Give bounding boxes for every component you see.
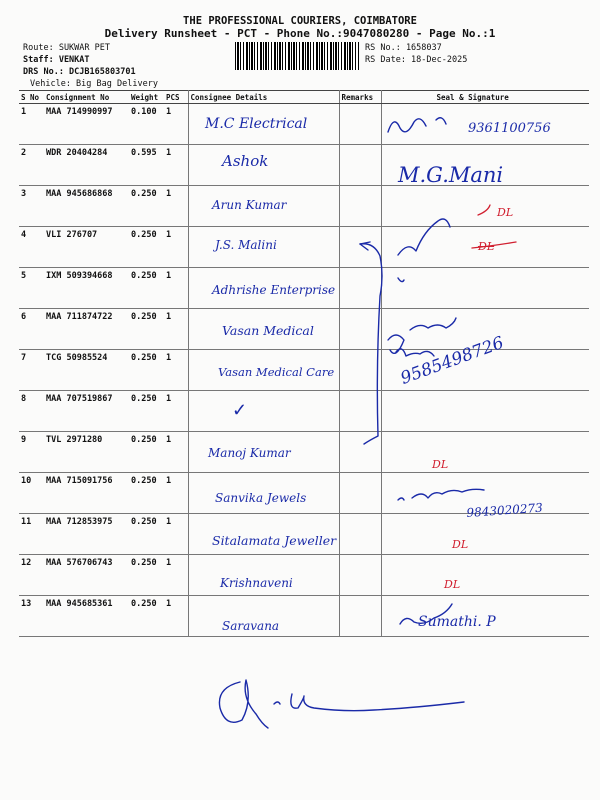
consignment-cell: MAA 711874722: [44, 309, 129, 350]
weight-cell: 0.250: [129, 268, 164, 309]
signature-scribble-1: [388, 118, 446, 132]
sno-cell: 7: [19, 350, 44, 391]
consignment-cell: MAA 715091756: [44, 473, 129, 514]
rs-date: RS Date: 18-Dec-2025: [365, 55, 468, 65]
sno-cell: 6: [19, 309, 44, 350]
bracket-arrow: [360, 242, 370, 250]
handwritten-signature: 9843020273: [466, 500, 544, 520]
pcs-cell: 1: [164, 104, 188, 145]
pcs-cell: 1: [164, 596, 188, 637]
weight-cell: 0.250: [129, 596, 164, 637]
pcs-cell: 1: [164, 350, 188, 391]
weight-cell: 0.595: [129, 145, 164, 186]
handwritten-consignee: Vasan Medical Care: [218, 365, 335, 379]
handwritten-consignee: Adhrishe Enterprise: [212, 283, 336, 297]
pcs-cell: 1: [164, 268, 188, 309]
handwritten-signature: DL: [444, 578, 461, 591]
sno-cell: 13: [19, 596, 44, 637]
consignment-cell: MAA 945686868: [44, 186, 129, 227]
col-sno: S No: [19, 91, 44, 104]
consignment-cell: TCG 50985524: [44, 350, 129, 391]
vehicle-label: Vehicle: Big Bag Delivery: [30, 79, 158, 89]
pcs-cell: 1: [164, 391, 188, 432]
pcs-cell: 1: [164, 186, 188, 227]
handwritten-consignee: J.S. Malini: [215, 238, 277, 252]
consignment-cell: TVL 2971280: [44, 432, 129, 473]
handwritten-consignee: Saravana: [222, 619, 280, 633]
staff-label: Staff: VENKAT: [23, 55, 90, 65]
handwritten-signature: Sumathi. P: [418, 614, 496, 630]
col-pcs: PCS: [164, 91, 188, 104]
sno-cell: 3: [19, 186, 44, 227]
pcs-cell: 1: [164, 432, 188, 473]
weight-cell: 0.250: [129, 186, 164, 227]
col-consignee: Consignee Details: [188, 91, 339, 104]
signature-scribble-4: [398, 219, 450, 255]
handwritten-signature: DL: [478, 240, 495, 253]
pcs-cell: 1: [164, 309, 188, 350]
consignment-cell: MAA 576706743: [44, 555, 129, 596]
bracket-mark: [360, 244, 382, 444]
handwritten-consignee: Arun Kumar: [212, 198, 287, 212]
sno-cell: 12: [19, 555, 44, 596]
consignment-cell: MAA 712853975: [44, 514, 129, 555]
consignment-cell: MAA 945685361: [44, 596, 129, 637]
col-weight: Weight: [129, 91, 164, 104]
handwritten-consignee: Sanvika Jewels: [215, 491, 307, 505]
sno-cell: 1: [19, 104, 44, 145]
consignment-cell: WDR 20404284: [44, 145, 129, 186]
col-remarks: Remarks: [339, 91, 381, 104]
pcs-cell: 1: [164, 555, 188, 596]
sno-cell: 10: [19, 473, 44, 514]
weight-cell: 0.250: [129, 350, 164, 391]
consignment-cell: MAA 707519867: [44, 391, 129, 432]
pcs-cell: 1: [164, 227, 188, 268]
handwritten-signature: 9585498726: [398, 333, 507, 389]
remark-scribble-4: [472, 242, 516, 248]
weight-cell: 0.250: [129, 432, 164, 473]
consignment-cell: MAA 714990997: [44, 104, 129, 145]
signature-scribble-5: [398, 278, 404, 282]
pcs-cell: 1: [164, 514, 188, 555]
pcs-cell: 1: [164, 473, 188, 514]
company-title: THE PROFESSIONAL COURIERS, COIMBATORE: [183, 15, 417, 27]
handwritten-consignee: Manoj Kumar: [208, 446, 291, 460]
handwritten-consignee: Sitalamata Jeweller: [212, 533, 337, 548]
pcs-cell: 1: [164, 145, 188, 186]
handwritten-consignee: Vasan Medical: [222, 323, 314, 338]
weight-cell: 0.100: [129, 104, 164, 145]
checker-signature: [219, 680, 464, 728]
runsheet-subtitle: Delivery Runsheet - PCT - Phone No.:9047080280 - Page No.:1: [104, 27, 496, 40]
signature-scribble-13: [400, 604, 452, 624]
handwritten-signature: M.G.Mani: [398, 163, 504, 187]
handwritten-signature: 9361100756: [468, 121, 551, 136]
sno-cell: 8: [19, 391, 44, 432]
signature-scribble-6: [388, 318, 456, 353]
signature-scribble-7: [396, 349, 434, 356]
weight-cell: 0.250: [129, 309, 164, 350]
col-consignment: Consignment No: [44, 91, 129, 104]
route-label: Route: SUKWAR PET: [23, 43, 110, 53]
rs-number: RS No.: 1658037: [365, 43, 442, 53]
sno-cell: 11: [19, 514, 44, 555]
weight-cell: 0.250: [129, 514, 164, 555]
handwritten-consignee: ✓: [232, 400, 248, 421]
sno-cell: 2: [19, 145, 44, 186]
handwritten-signature: DL: [497, 206, 514, 219]
handwritten-consignee: Krishnaveni: [220, 576, 293, 590]
handwritten-signature: DL: [432, 458, 449, 471]
drs-label: DRS No.: DCJB165803701: [23, 67, 136, 77]
handwritten-signature: DL: [452, 538, 469, 551]
handwritten-consignee: M.C Electrical: [205, 116, 308, 132]
signature-scribble-10: [398, 489, 484, 500]
weight-cell: 0.250: [129, 391, 164, 432]
weight-cell: 0.250: [129, 227, 164, 268]
sno-cell: 9: [19, 432, 44, 473]
col-signature: Seal & Signature: [381, 91, 589, 104]
consignment-cell: IXM 509394668: [44, 268, 129, 309]
remark-scribble-3: [478, 205, 490, 215]
weight-cell: 0.250: [129, 473, 164, 514]
sno-cell: 5: [19, 268, 44, 309]
handwritten-consignee: Ashok: [222, 152, 269, 170]
sno-cell: 4: [19, 227, 44, 268]
weight-cell: 0.250: [129, 555, 164, 596]
consignment-cell: VLI 276707: [44, 227, 129, 268]
